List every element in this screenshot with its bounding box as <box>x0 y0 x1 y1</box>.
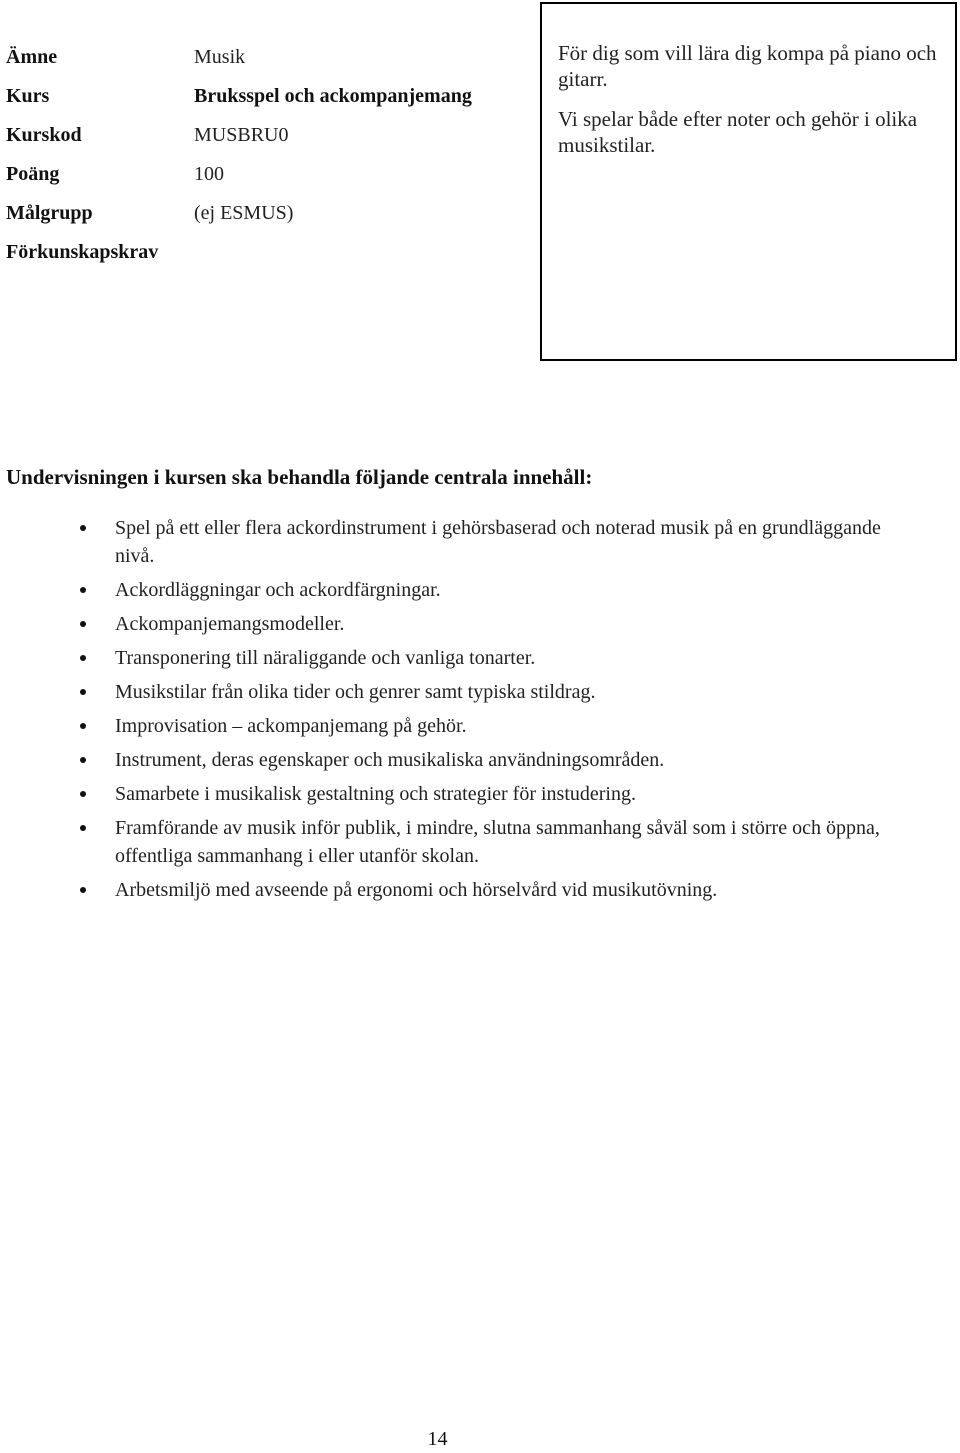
bullet-icon <box>80 525 86 531</box>
bullet-icon <box>80 887 86 893</box>
target-group-value: (ej ESMUS) <box>194 202 294 224</box>
points-label: Poäng <box>6 163 60 185</box>
list-item-text: Transponering till näraliggande och vanliga tonarter. <box>115 647 536 669</box>
course-info-row-points <box>0 159 530 189</box>
list-item-text: Arbetsmiljö med avseende på ergonomi och hörselvård vid musikutövning. <box>115 879 718 901</box>
list-item <box>0 780 900 808</box>
course-info-row-course <box>0 81 530 111</box>
list-item <box>0 814 900 870</box>
list-item-text: Ackordläggningar och ackordfärgningar. <box>115 579 441 601</box>
subject-label: Ämne <box>6 46 58 68</box>
prerequisites-label: Förkunskapskrav <box>6 241 159 263</box>
bullet-icon <box>80 689 86 695</box>
list-item <box>0 576 900 604</box>
description-paragraph-1: För dig som vill lära dig kompa på piano och gitarr. <box>558 41 937 91</box>
list-item-text: Musikstilar från olika tider och genrer samt typiska stildrag. <box>115 681 596 703</box>
subject-value: Musik <box>194 46 246 68</box>
list-item-text: Spel på ett eller flera ackordinstrument i gehörsbaserad och noterad musik på en grundläggande nivå. <box>115 517 881 567</box>
course-code-label: Kurskod <box>6 124 82 146</box>
target-group-label: Målgrupp <box>6 202 93 224</box>
bullet-icon <box>80 621 86 627</box>
central-content-heading: Undervisningen i kursen ska behandla följande centrala innehåll: <box>6 465 593 489</box>
bullet-icon <box>80 655 86 661</box>
bullet-icon <box>80 587 86 593</box>
bullet-icon <box>80 723 86 729</box>
central-content-list <box>0 514 900 910</box>
course-code-value: MUSBRU0 <box>194 124 289 146</box>
list-item <box>0 610 900 638</box>
course-info-row-target-group <box>0 198 530 228</box>
course-info-row-subject <box>0 42 530 72</box>
bullet-icon <box>80 825 86 831</box>
bullet-icon <box>80 757 86 763</box>
course-value: Bruksspel och ackompanjemang <box>194 85 472 107</box>
description-paragraph-2: Vi spelar både efter noter och gehör i olika musikstilar. <box>558 107 918 157</box>
course-label: Kurs <box>6 85 50 107</box>
list-item <box>0 712 900 740</box>
list-item <box>0 746 900 774</box>
list-item <box>0 514 900 570</box>
list-item-text: Samarbete i musikalisk gestaltning och strategier för instudering. <box>115 783 636 805</box>
points-value: 100 <box>194 163 224 185</box>
list-item <box>0 876 900 904</box>
course-info-row-prerequisites <box>0 237 530 267</box>
list-item-text: Ackompanjemangsmodeller. <box>115 613 345 635</box>
bullet-icon <box>80 791 86 797</box>
course-info-row-course-code <box>0 120 530 150</box>
list-item-text: Improvisation – ackompanjemang på gehör. <box>115 715 467 737</box>
list-item <box>0 644 900 672</box>
list-item-text: Framförande av musik inför publik, i mindre, slutna sammanhang såväl som i större och öppna, offentliga sammanhang i eller utanför skolan. <box>115 817 880 867</box>
course-description-box <box>540 2 957 361</box>
list-item-text: Instrument, deras egenskaper och musikaliska användningsområden. <box>115 749 665 771</box>
list-item <box>0 678 900 706</box>
page-number: 14 <box>427 1428 448 1450</box>
